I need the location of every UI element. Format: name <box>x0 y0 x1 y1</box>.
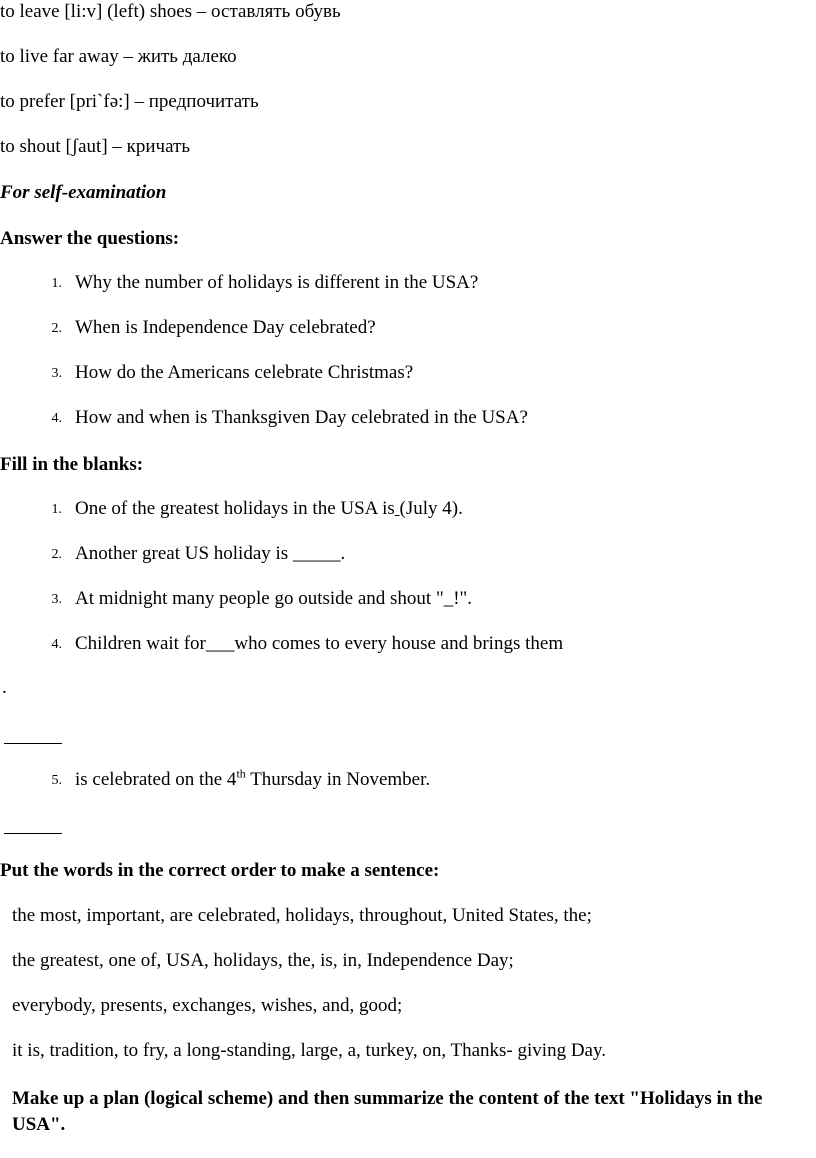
vocab-item: to leave [li:v] (left) shoes – оставлять обувь <box>0 1 341 22</box>
vocab-item: to prefer [pri`fə:] – предпочитать <box>0 91 259 112</box>
ordinal-suffix: th <box>236 766 246 781</box>
blank-number: 3. <box>51 592 62 607</box>
blank-text-after: (July 4). <box>399 498 463 519</box>
question-number: 2. <box>51 321 62 336</box>
order-item: everybody, presents, exchanges, wishes, and, good; <box>12 995 403 1016</box>
vocab-item: to live far away – жить далеко <box>0 46 237 67</box>
self-exam-heading: For self-examination <box>0 182 167 203</box>
blank-number: 5. <box>51 773 62 788</box>
final-task: Make up a plan (logical scheme) and then summarize the content of the text "Holidays in the USA". <box>12 1088 763 1135</box>
blank-number: 4. <box>51 637 62 652</box>
order-item: it is, tradition, to fry, a long-standing, large, a, turkey, on, Thanks- giving Day. <box>12 1040 606 1061</box>
blank-gap: ___ <box>205 633 235 654</box>
blank-sentence-2 <box>75 543 345 565</box>
order-heading: Put the words in the correct order to make a sentence: <box>0 860 440 881</box>
question-number: 1. <box>51 276 62 291</box>
blank-sentence-5 <box>75 766 431 791</box>
blanks-heading: Fill in the blanks: <box>0 454 144 475</box>
order-item: the greatest, one of, USA, holidays, the, is, in, Independence Day; <box>12 950 514 971</box>
blank-sentence-3: At midnight many people go outside and shout "_!". <box>75 588 473 609</box>
blank-text-before: Another great US holiday is <box>75 543 293 564</box>
blank-text-before: One of the greatest holidays in the USA is <box>75 498 395 519</box>
blank-rule <box>4 743 62 744</box>
blank-text-after: Thursday in November. <box>245 769 431 790</box>
question-text: How and when is Thanksgiven Day celebrated in the USA? <box>75 407 528 428</box>
vocab-item: to shout [ʃaut] – кричать <box>0 136 191 157</box>
stray-dot: . <box>2 677 7 698</box>
blank-text-after: . <box>340 543 346 564</box>
blank-text-before: Children wait for <box>75 633 206 654</box>
question-number: 4. <box>51 411 62 426</box>
question-text: How do the Americans celebrate Christmas? <box>75 362 414 383</box>
blank-number: 1. <box>51 502 62 517</box>
question-number: 3. <box>51 366 62 381</box>
blank-rule <box>4 833 62 834</box>
question-text: Why the number of holidays is different in the USA? <box>75 272 479 293</box>
blank-gap: _____ <box>292 543 341 564</box>
blank-text-after: who comes to every house and brings them <box>234 633 564 654</box>
blank-number: 2. <box>51 547 62 562</box>
order-item: the most, important, are celebrated, holidays, throughout, United States, the; <box>12 905 592 926</box>
question-text: When is Independence Day celebrated? <box>75 317 376 338</box>
blank-sentence-1 <box>75 498 463 520</box>
blank-text-before: is celebrated on the 4 <box>75 769 237 790</box>
blank-sentence-4 <box>75 633 563 655</box>
questions-heading: Answer the questions: <box>0 228 180 249</box>
